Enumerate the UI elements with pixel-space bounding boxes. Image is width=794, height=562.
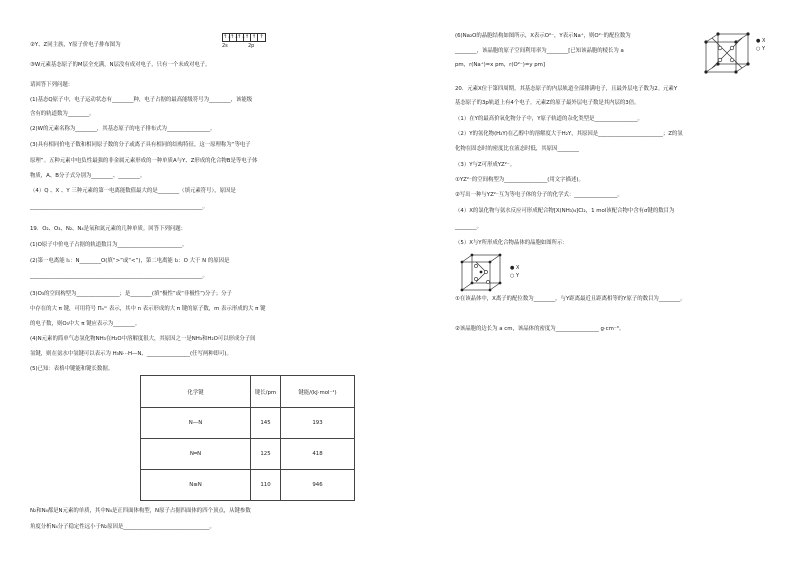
- table-cell: N═N: [141, 439, 251, 470]
- text-line: 基态原子的3p轨道上有4个电子。元素Z的原子最外层电子数是其内层的3倍。: [455, 100, 640, 106]
- text-line: (5)已知：表格中键能和键长数据。: [30, 366, 114, 372]
- legend-x: ● X: [510, 265, 520, 271]
- xy-unit-cell-diagram: [458, 252, 508, 294]
- table-cell: N≡N: [141, 470, 251, 501]
- table-cell: N—N: [141, 408, 251, 439]
- text-line: 原理”。五种元素中电负性最强的非金属元素形成的一种单质A与Y、Z形成的化合物B是等电子体: [30, 158, 258, 164]
- legend-y: ○ Y: [756, 46, 766, 52]
- question-20-title: 20．元素X位于第四周期，其基态原子的内层轨道全部排满电子，且最外层电子数为2。元素Y: [455, 86, 678, 92]
- table-cell: 946: [281, 470, 355, 501]
- text-line: 氢键，则在氨水中氢键可以表示为 H₃N···H—N、________________(任写两种即可)。: [30, 351, 232, 357]
- text-line: (1)基态Q原子中，电子运动状态有________种，电子占据的最高能级符号为________，该能级: [30, 97, 253, 103]
- table-row: [141, 470, 355, 501]
- text-line: （3）Y与Z可形成YZ²⁻。: [455, 162, 516, 168]
- question-19-title: 19．O₂、O₃、N₂、N₄是氧和氮元素的几种单质。回答下列问题：: [30, 226, 187, 232]
- text-line: （4）Q 、X 、Y 三种元素的第一电离能数值最大的是________（填元素符号），原因是: [30, 188, 236, 194]
- table-header-cell: 键能/(kJ·mol⁻¹): [281, 376, 355, 408]
- table-header-cell: 化学键: [141, 376, 251, 408]
- orbital-box: ↑: [244, 34, 250, 40]
- text-line: ②写出一种与YZ²⁻互为等电子体的分子的化学式：________________。: [455, 192, 623, 198]
- table-row: [141, 439, 355, 470]
- text-line: （4）X的氯化物与氨水反应可形成配合物[X(NH₃)₄]Cl₂，1 mol该配合物中含有σ键的数目为: [455, 208, 675, 214]
- text-line: (3)O₃的空间构型为________________；是________(填“极性”或“非极性”)分子；分子: [30, 291, 232, 297]
- table-header-cell: 键长/pm: [251, 376, 281, 408]
- orbital-box: ↑↓: [223, 34, 232, 40]
- text-line: （1）在Y的最高价氧化物分子中，Y原子轨道的杂化类型是________________。: [455, 116, 643, 122]
- text-line: (1)O原子中价电子占据的轨道数目为________________________。: [30, 242, 188, 248]
- orbital-box: ↑: [251, 34, 257, 40]
- legend-x: ● X: [756, 38, 766, 44]
- text-line: ③W元素基态原子的M层全充满，N层没有成对电子，只有一个未成对电子。: [30, 62, 211, 68]
- table-cell: 125: [251, 439, 281, 470]
- text-line: ①在该晶体中，X离子的配位数为________，与Y距离最近且距离相等的Y原子的数目为________。: [455, 296, 686, 302]
- orbital-label-2p: 2p: [248, 43, 255, 49]
- bond-data-table: [140, 375, 355, 501]
- text-line: ________，该晶胞的原子空间利用率为________[已知该晶胞的棱长为 a: [455, 48, 624, 54]
- text-line: (4)N元素的简单气态氢化物NH₃在H₂O中溶解度很大，其原因之一是NH₃和H₂O可以形成分子间: [30, 336, 256, 342]
- orbital-box: ↑↓: [237, 34, 246, 40]
- text-line: N₂和N₄都是N元素的单质，其中N₄是正四面体构型，N原子占据四面体的四个顶点，从键参数: [30, 508, 251, 514]
- legend-y: ○ Y: [510, 273, 520, 279]
- text-line: （2）Y的氢化物(H₂Y)在乙醇中的溶解度大于H₂Y，其原因是________________________；Z的氢: [455, 131, 683, 137]
- text-line: 的电子数，则O₃中大 π 键应表示为________。: [30, 321, 141, 327]
- orbital-box: ↑↓: [230, 34, 239, 40]
- text-line: 请回答下列问题：: [30, 82, 74, 88]
- text-line: 物质，A、B分子式分别为________、________。: [30, 173, 146, 179]
- text-line: 角度分析N₄分子稳定性远小于N₂原因是________________________________。: [30, 524, 215, 530]
- text-line: (2)第一电离能 I₁：N________O(填“>”或“<”)，第二电离能 I₂：O 大于 N 的原因是: [30, 258, 230, 264]
- orbital-diagram: [222, 33, 266, 42]
- text-line: (3)具有相同价电子数和相同原子数的分子或离子具有相同的结构特征，这一原理称为“等电子: [30, 142, 251, 148]
- text-line: （5）X与Y所形成化合物晶体的晶胞如图所示：: [455, 240, 568, 246]
- text-line: ________________________________________________________________。: [30, 204, 208, 210]
- table-cell: 145: [251, 408, 281, 439]
- text-line: 中存在的大 π 键，可用符号 Πₙᵐ 表示，其中 n 表示形成的大 π 键的原子数，m 表示形成的大 π 键: [30, 306, 266, 312]
- text-line: ②Y、Z同主族，Y原子价电子排布图为: [30, 42, 121, 48]
- text-line: (2)W的元素名称为________，其基态原子的电子排布式为________________。: [30, 126, 216, 132]
- table-header-row: [141, 376, 355, 408]
- text-line: ②该晶胞的边长为 a cm，该晶体的密度为________________ g·cm⁻³。: [455, 326, 625, 332]
- right-column: [400, 0, 770, 562]
- left-column: [30, 0, 400, 562]
- text-line: 含有的轨道数为________。: [30, 111, 95, 117]
- orbital-label-2s: 2s: [222, 43, 228, 49]
- orbital-box: ↑: [259, 34, 264, 40]
- text-line: ________。: [455, 224, 482, 230]
- table-row: [141, 408, 355, 439]
- text-line: 化物在固态时的密度比在液态时低，其原因________: [455, 146, 579, 152]
- table-cell: 418: [281, 439, 355, 470]
- table-cell: 110: [251, 470, 281, 501]
- text-line: ①YZ²⁻的空间构型为________________(用文字描述)。: [455, 177, 584, 183]
- text-line: pm，r(Na⁺)=x pm，r(O²⁻)=y pm]: [455, 62, 546, 68]
- na2o-unit-cell-diagram: [700, 30, 760, 80]
- text-line: (6)Na₂O的晶胞结构如图所示，X表示O²⁻，Y表示Na⁺，则O²⁻的配位数为: [455, 33, 631, 39]
- table-cell: 193: [281, 408, 355, 439]
- text-line: ________________________________________________________________。: [30, 273, 208, 279]
